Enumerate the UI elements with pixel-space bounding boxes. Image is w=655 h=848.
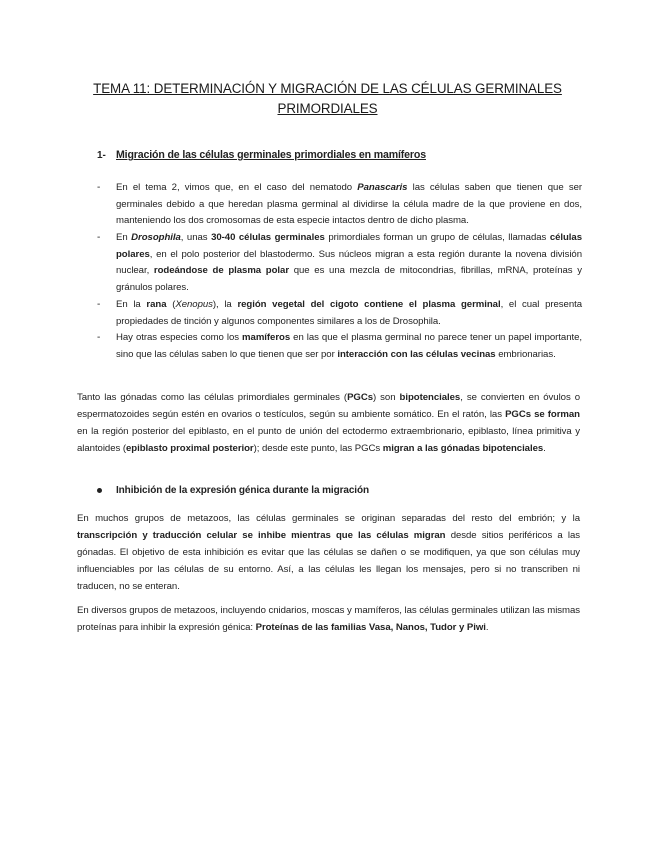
- text: primordiales forman un grupo de células, llamadas: [324, 232, 550, 243]
- bold-text: PGCs: [347, 392, 374, 403]
- text: ) son: [373, 392, 400, 403]
- text: , unas: [180, 232, 212, 243]
- text: embrionarias.: [495, 348, 556, 360]
- bullet-marker: -: [97, 182, 101, 193]
- bold-text: transcripción y traducción celular se inhibe mientras que las células migran: [77, 530, 446, 541]
- paragraph-inhibition: [77, 510, 580, 595]
- bold-text: Proteínas de las familias Vasa, Nanos, Tudor y Piwi: [255, 622, 486, 633]
- bullet-item-3: [116, 297, 582, 330]
- text: en las que el plasma germinal no parece tener un papel importante, sino que las células saben lo que tienen que ser por: [116, 332, 583, 360]
- bullet-item-4: [116, 330, 582, 363]
- species-name: Panascaris: [357, 182, 408, 193]
- bullet-dot: [97, 488, 102, 493]
- page-title: [60, 79, 595, 119]
- text: Tanto las gónadas como las células primordiales germinales (: [77, 392, 348, 403]
- species-name: Drosophila: [131, 232, 181, 243]
- text: Hay otras especies como los: [116, 332, 243, 343]
- text: ), la: [212, 299, 238, 310]
- section-number: 1-: [97, 150, 106, 161]
- bullet-marker: -: [97, 332, 101, 343]
- text: En muchos grupos de metazoos, las células germinales se originan separadas del resto del embrión; y la: [77, 513, 580, 524]
- text: En diversos grupos de metazoos, incluyendo cnidarios, moscas y mamíferos, las células germinales utilizan las mismas proteínas para inhibir la expresión génica:: [77, 605, 580, 633]
- bold-text: rodeándose de plasma polar: [153, 265, 290, 277]
- bold-text: interacción con las células vecinas: [337, 348, 496, 360]
- text: .: [485, 622, 489, 633]
- text: , el cual presenta propiedades de tinción y algunos componentes similares a los de Drosophila.: [116, 299, 583, 327]
- text: .: [543, 443, 546, 454]
- text: que es una mezcla de mitocondrias, fibrillas, mRNA, proteínas y gránulos polares.: [116, 265, 582, 294]
- bullet-marker: -: [97, 299, 101, 310]
- text: , en el polo posterior del blastodermo. Sus núcleos migran a esta región durante la novena división nuclear,: [116, 248, 582, 277]
- section-title: Migración de las células germinales primordiales en mamíferos: [116, 149, 426, 161]
- bold-text: migran a las gónadas bipotenciales: [382, 443, 544, 454]
- bold-text: células polares: [116, 232, 582, 260]
- bold-text: mamíferos: [242, 332, 291, 343]
- bold-text: 30-40 células germinales: [211, 232, 325, 243]
- title-line-1: TEMA 11: DETERMINACIÓN Y MIGRACIÓN DE LAS CÉLULAS GERMINALES: [93, 81, 562, 96]
- text: En la: [116, 299, 147, 310]
- text: En: [116, 232, 132, 243]
- text: , se convierten en óvulos o espermatozoides según estén en ovarios o testículos, según su ambiente somático. En el ratón, las: [77, 392, 581, 420]
- paragraph-proteins: [77, 602, 580, 636]
- bold-text: bipotenciales: [399, 392, 461, 403]
- text: las células saben que tienen que ser germinales debido a que heredan plasma germinal al dividirse la célula madre de la que proviene en dos, manteniendo los dos cromosomas de esta especie intactos dentro de dicho plasma.: [116, 182, 582, 227]
- paragraph-pgcs: [77, 389, 580, 457]
- bullet-item-1: [116, 180, 582, 230]
- text: desde sitios periféricos a las gónadas. El objetivo de esta inhibición es evitar que las células se dañen o se modifiquen, ya que son células muy influenciables por las células de su entorno. Así, a las células les llegan los mensajes, pero si no transcriben ni traducen, no se enteran.: [77, 530, 580, 592]
- bullet-marker: -: [97, 232, 101, 243]
- title-line-2: PRIMORDIALES: [277, 101, 378, 116]
- text: ); desde este punto, las PGCs: [253, 443, 383, 454]
- text: en la región posterior del epiblasto, en el punto de unión del ectodermo extraembrionario, epiblasto, línea primitiva y alantoides (: [77, 426, 580, 454]
- species-name: Xenopus: [175, 299, 213, 310]
- bold-text: PGCs se forman: [505, 409, 580, 420]
- bold-text: rana: [146, 299, 167, 310]
- bold-text: epiblasto proximal posterior: [126, 443, 254, 454]
- bullet-item-2: [116, 230, 582, 297]
- subsection-title: Inhibición de la expresión génica durante la migración: [116, 485, 369, 496]
- text: (: [166, 299, 176, 310]
- bold-text: región vegetal del cigoto contiene el plasma germinal: [237, 299, 501, 310]
- text: En el tema 2, vimos que, en el caso del nematodo: [116, 182, 358, 193]
